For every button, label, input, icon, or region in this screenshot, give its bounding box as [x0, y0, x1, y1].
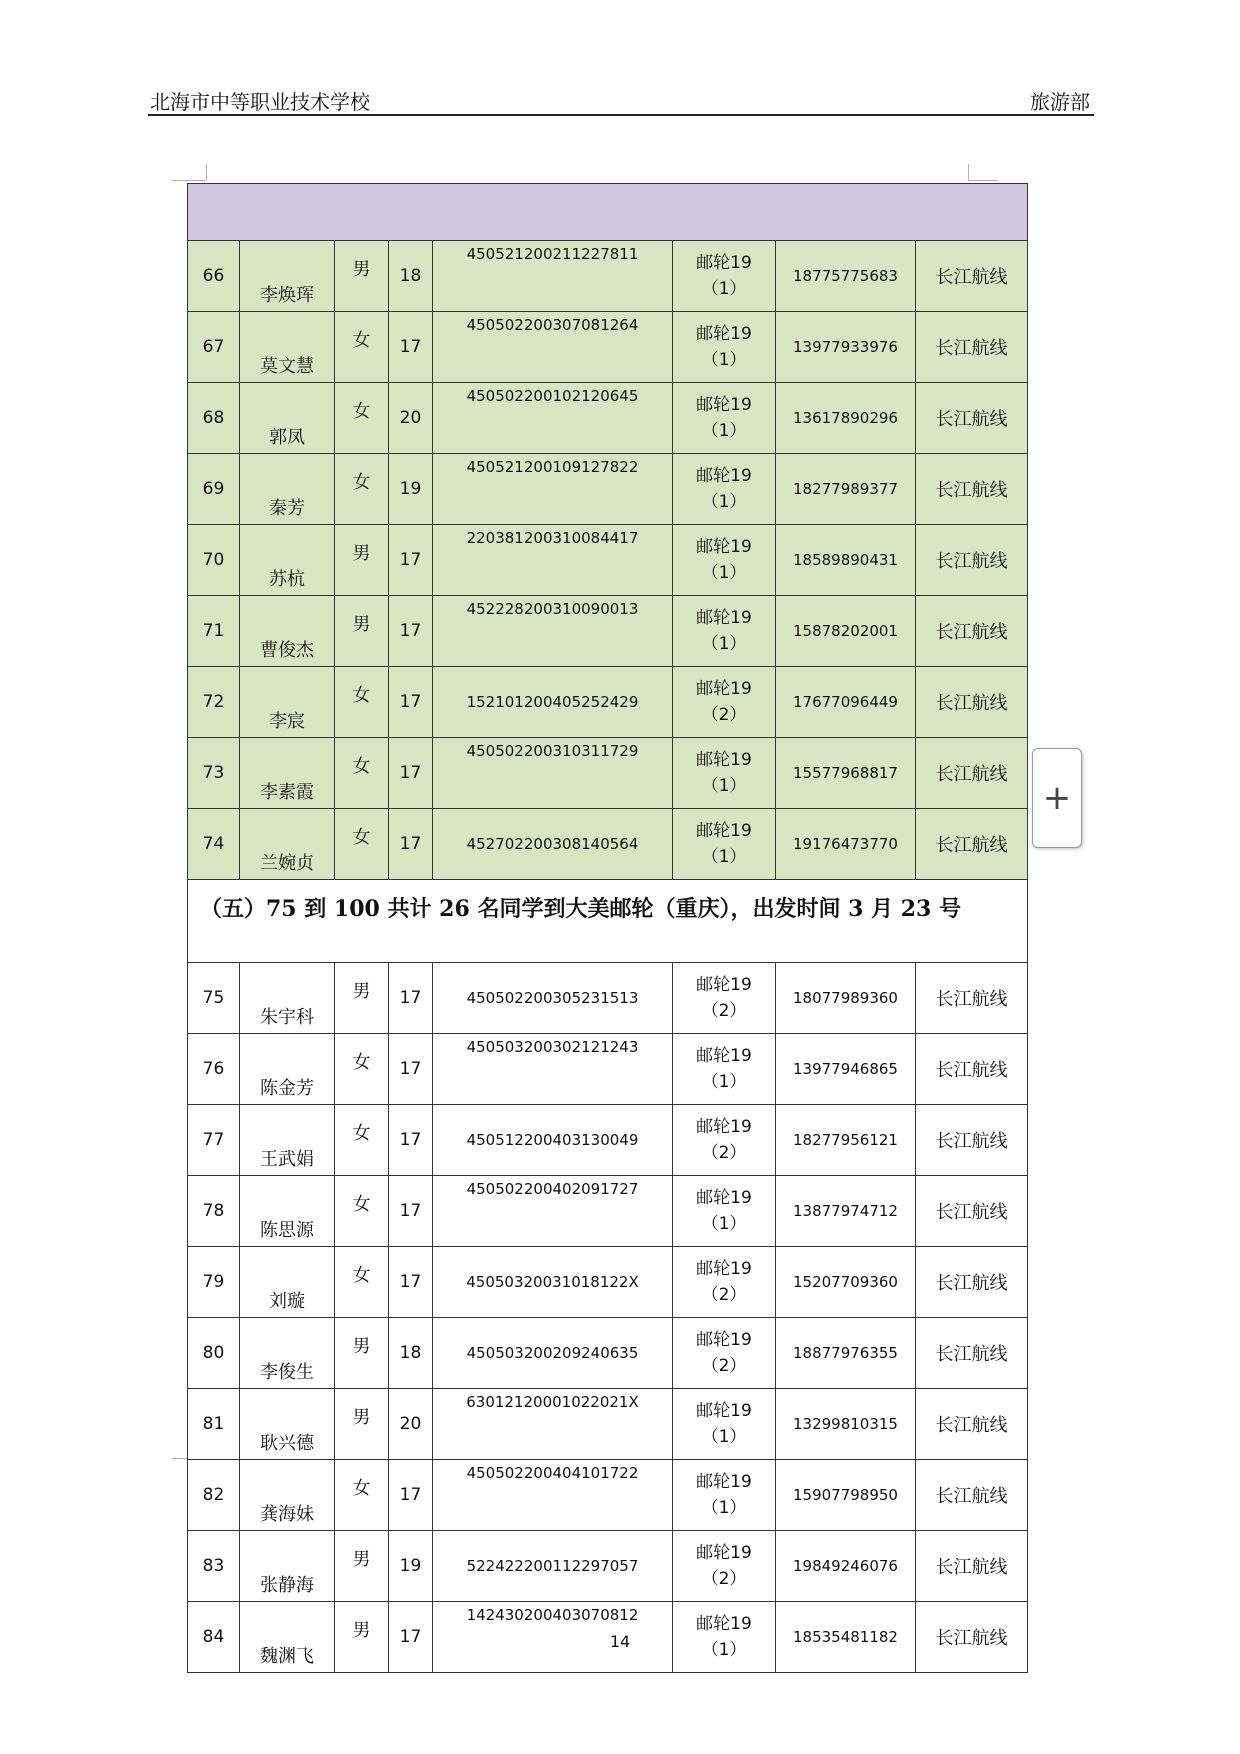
student-route: 长江航线: [916, 383, 1028, 454]
row-number: 69: [188, 454, 240, 525]
student-sex: 男: [335, 1318, 389, 1389]
student-id-number: 450502200402091727: [433, 1176, 673, 1247]
plus-icon[interactable]: +: [1032, 748, 1082, 848]
student-class: [673, 738, 776, 809]
student-age: 18: [389, 241, 433, 312]
class-name: 邮轮19: [696, 466, 752, 486]
student-phone: 15577968817: [776, 738, 916, 809]
student-age: 17: [389, 312, 433, 383]
student-sex: 女: [335, 312, 389, 383]
class-name: 邮轮19: [696, 821, 752, 841]
class-name: 邮轮19: [696, 679, 752, 699]
crop-mark: [172, 180, 206, 181]
row-number: 73: [188, 738, 240, 809]
class-name: 邮轮19: [696, 1117, 752, 1137]
row-number: 75: [188, 963, 240, 1034]
class-number: （1）: [701, 1427, 747, 1447]
page-number: 14: [609, 1632, 631, 1651]
student-class: [673, 667, 776, 738]
student-class: [673, 1176, 776, 1247]
student-id-number: 450512200403130049: [433, 1105, 673, 1176]
student-sex: 男: [335, 525, 389, 596]
student-name: 莫文慧: [240, 312, 335, 383]
table-row: [188, 1034, 1028, 1105]
class-name: 邮轮19: [696, 1330, 752, 1350]
class-name: 邮轮19: [696, 395, 752, 415]
student-age: 17: [389, 1105, 433, 1176]
student-phone: 13977946865: [776, 1034, 916, 1105]
student-age: 17: [389, 525, 433, 596]
student-id-number: 522422200112297057: [433, 1531, 673, 1602]
student-class: [673, 596, 776, 667]
student-name: 王武娟: [240, 1105, 335, 1176]
student-name: 刘璇: [240, 1247, 335, 1318]
class-number: （2）: [701, 1285, 747, 1305]
student-sex: 女: [335, 1460, 389, 1531]
student-id-number: 450502200310311729: [433, 738, 673, 809]
student-route: 长江航线: [916, 1602, 1028, 1673]
student-class: [673, 1247, 776, 1318]
student-class: [673, 312, 776, 383]
row-number: 70: [188, 525, 240, 596]
student-age: 20: [389, 1389, 433, 1460]
student-class: [673, 454, 776, 525]
table-row: [188, 312, 1028, 383]
row-number: 82: [188, 1460, 240, 1531]
student-age: 17: [389, 1460, 433, 1531]
student-phone: 15907798950: [776, 1460, 916, 1531]
student-phone: 18589890431: [776, 525, 916, 596]
student-class: [673, 241, 776, 312]
table-row: [188, 963, 1028, 1034]
section-row: [188, 880, 1028, 963]
row-number: 81: [188, 1389, 240, 1460]
row-number: 67: [188, 312, 240, 383]
student-sex: 女: [335, 1247, 389, 1318]
student-class: [673, 1105, 776, 1176]
row-number: 76: [188, 1034, 240, 1105]
student-route: 长江航线: [916, 1247, 1028, 1318]
student-phone: 18277989377: [776, 454, 916, 525]
table-row: [188, 1531, 1028, 1602]
student-class: [673, 1034, 776, 1105]
class-name: 邮轮19: [696, 253, 752, 273]
student-name: 李俊生: [240, 1318, 335, 1389]
student-name: 龚海妹: [240, 1460, 335, 1531]
student-class: [673, 1389, 776, 1460]
class-number: （1）: [701, 1072, 747, 1092]
student-id-number: 450503200302121243: [433, 1034, 673, 1105]
class-number: （1）: [701, 1214, 747, 1234]
class-number: （1）: [701, 563, 747, 583]
class-number: （2）: [701, 1569, 747, 1589]
student-name: 耿兴德: [240, 1389, 335, 1460]
header-rule: [148, 114, 1094, 116]
student-id-number: 63012120001022021X: [433, 1389, 673, 1460]
student-class: [673, 809, 776, 880]
class-number: （1）: [701, 279, 747, 299]
student-age: 18: [389, 1318, 433, 1389]
student-sex: 女: [335, 1176, 389, 1247]
class-name: 邮轮19: [696, 1472, 752, 1492]
class-number: （1）: [701, 1498, 747, 1518]
row-number: 78: [188, 1176, 240, 1247]
student-phone: 13877974712: [776, 1176, 916, 1247]
student-age: 19: [389, 454, 433, 525]
table-row: [188, 383, 1028, 454]
student-id-number: 450502200305231513: [433, 963, 673, 1034]
student-age: 19: [389, 1531, 433, 1602]
student-route: 长江航线: [916, 241, 1028, 312]
student-phone: 15207709360: [776, 1247, 916, 1318]
student-id-number: 142430200403070812: [433, 1602, 673, 1673]
student-route: 长江航线: [916, 963, 1028, 1034]
table-row: [188, 809, 1028, 880]
row-number: 68: [188, 383, 240, 454]
student-phone: 18277956121: [776, 1105, 916, 1176]
class-name: 邮轮19: [696, 1614, 752, 1634]
table-row: [188, 1247, 1028, 1318]
student-age: 17: [389, 596, 433, 667]
student-sex: 女: [335, 809, 389, 880]
student-phone: 19176473770: [776, 809, 916, 880]
student-name: 曹俊杰: [240, 596, 335, 667]
student-name: 朱宇科: [240, 963, 335, 1034]
row-number: 83: [188, 1531, 240, 1602]
student-route: 长江航线: [916, 525, 1028, 596]
student-route: 长江航线: [916, 667, 1028, 738]
student-phone: 18077989360: [776, 963, 916, 1034]
student-route: 长江航线: [916, 454, 1028, 525]
row-number: 66: [188, 241, 240, 312]
row-number: 84: [188, 1602, 240, 1673]
student-id-number: 152101200405252429: [433, 667, 673, 738]
class-number: （1）: [701, 1640, 747, 1660]
student-name: 李宸: [240, 667, 335, 738]
table-row: [188, 667, 1028, 738]
class-number: （2）: [701, 705, 747, 725]
row-number: 79: [188, 1247, 240, 1318]
student-sex: 男: [335, 1531, 389, 1602]
student-sex: 男: [335, 596, 389, 667]
student-name: 苏杭: [240, 525, 335, 596]
class-name: 邮轮19: [696, 1401, 752, 1421]
class-number: （1）: [701, 776, 747, 796]
student-id-number: 220381200310084417: [433, 525, 673, 596]
student-id-number: 450502200102120645: [433, 383, 673, 454]
student-class: [673, 1531, 776, 1602]
student-route: 长江航线: [916, 1531, 1028, 1602]
class-number: （1）: [701, 350, 747, 370]
student-id-number: 452228200310090013: [433, 596, 673, 667]
table-row: [188, 525, 1028, 596]
table-header-band: [188, 184, 1028, 241]
student-phone: 18877976355: [776, 1318, 916, 1389]
student-sex: 女: [335, 1105, 389, 1176]
student-route: 长江航线: [916, 1034, 1028, 1105]
student-class: [673, 383, 776, 454]
student-class: [673, 1318, 776, 1389]
student-age: 17: [389, 1034, 433, 1105]
student-age: 17: [389, 963, 433, 1034]
table-row: [188, 1105, 1028, 1176]
section-title: （五）75 到 100 共计 26 名同学到大美邮轮（重庆），出发时间 3 月 23 号: [188, 880, 1028, 963]
student-id-number: 450521200211227811: [433, 241, 673, 312]
student-name: 秦芳: [240, 454, 335, 525]
student-route: 长江航线: [916, 1389, 1028, 1460]
class-name: 邮轮19: [696, 750, 752, 770]
student-route: 长江航线: [916, 596, 1028, 667]
student-class: [673, 525, 776, 596]
crop-mark: [206, 164, 207, 180]
table-row: [188, 738, 1028, 809]
student-route: 长江航线: [916, 1105, 1028, 1176]
row-number: 77: [188, 1105, 240, 1176]
student-class: [673, 1460, 776, 1531]
student-phone: 18535481182: [776, 1602, 916, 1673]
student-phone: 17677096449: [776, 667, 916, 738]
student-sex: 男: [335, 1602, 389, 1673]
student-phone: 13977933976: [776, 312, 916, 383]
student-route: 长江航线: [916, 809, 1028, 880]
row-number: 74: [188, 809, 240, 880]
class-name: 邮轮19: [696, 1188, 752, 1208]
student-id-number: 45050320031018122X: [433, 1247, 673, 1318]
student-age: 17: [389, 1602, 433, 1673]
student-phone: 13299810315: [776, 1389, 916, 1460]
student-id-number: 450502200307081264: [433, 312, 673, 383]
class-number: （1）: [701, 492, 747, 512]
table-row: [188, 1318, 1028, 1389]
table-row: [188, 241, 1028, 312]
student-phone: 15878202001: [776, 596, 916, 667]
student-sex: 男: [335, 241, 389, 312]
student-age: 17: [389, 1247, 433, 1318]
student-age: 17: [389, 667, 433, 738]
student-id-number: 450503200209240635: [433, 1318, 673, 1389]
student-name: 郭凤: [240, 383, 335, 454]
row-number: 80: [188, 1318, 240, 1389]
table-row: [188, 1176, 1028, 1247]
student-sex: 男: [335, 1389, 389, 1460]
student-name: 李焕珲: [240, 241, 335, 312]
student-route: 长江航线: [916, 1176, 1028, 1247]
class-name: 邮轮19: [696, 975, 752, 995]
student-phone: 13617890296: [776, 383, 916, 454]
student-sex: 女: [335, 1034, 389, 1105]
student-table: [187, 183, 1028, 1673]
class-name: 邮轮19: [696, 324, 752, 344]
student-route: 长江航线: [916, 312, 1028, 383]
class-name: 邮轮19: [696, 1259, 752, 1279]
class-name: 邮轮19: [696, 608, 752, 628]
student-name: 魏渊飞: [240, 1602, 335, 1673]
student-name: 张静海: [240, 1531, 335, 1602]
crop-mark: [968, 164, 969, 180]
student-class: [673, 963, 776, 1034]
class-number: （1）: [701, 847, 747, 867]
table-row: [188, 596, 1028, 667]
student-age: 17: [389, 809, 433, 880]
header-school: 北海市中等职业技术学校: [150, 90, 370, 114]
student-phone: 19849246076: [776, 1531, 916, 1602]
student-phone: 18775775683: [776, 241, 916, 312]
student-sex: 女: [335, 383, 389, 454]
student-age: 20: [389, 383, 433, 454]
table-row: [188, 1389, 1028, 1460]
row-number: 72: [188, 667, 240, 738]
student-sex: 女: [335, 454, 389, 525]
student-name: 李素霞: [240, 738, 335, 809]
student-age: 17: [389, 1176, 433, 1247]
class-number: （2）: [701, 1001, 747, 1021]
student-route: 长江航线: [916, 1460, 1028, 1531]
class-number: （2）: [701, 1356, 747, 1376]
class-name: 邮轮19: [696, 1046, 752, 1066]
table-row: [188, 454, 1028, 525]
class-name: 邮轮19: [696, 537, 752, 557]
student-id-number: 452702200308140564: [433, 809, 673, 880]
student-name: 陈思源: [240, 1176, 335, 1247]
row-number: 71: [188, 596, 240, 667]
student-route: 长江航线: [916, 738, 1028, 809]
class-number: （1）: [701, 634, 747, 654]
student-route: 长江航线: [916, 1318, 1028, 1389]
student-sex: 女: [335, 738, 389, 809]
student-id-number: 450502200404101722: [433, 1460, 673, 1531]
class-number: （1）: [701, 421, 747, 441]
header-department: 旅游部: [1030, 90, 1090, 114]
table-row: [188, 1460, 1028, 1531]
student-name: 兰婉贞: [240, 809, 335, 880]
student-sex: 男: [335, 963, 389, 1034]
student-age: 17: [389, 738, 433, 809]
student-sex: 女: [335, 667, 389, 738]
class-name: 邮轮19: [696, 1543, 752, 1563]
crop-mark: [968, 180, 998, 181]
student-name: 陈金芳: [240, 1034, 335, 1105]
student-id-number: 450521200109127822: [433, 454, 673, 525]
class-number: （2）: [701, 1143, 747, 1163]
